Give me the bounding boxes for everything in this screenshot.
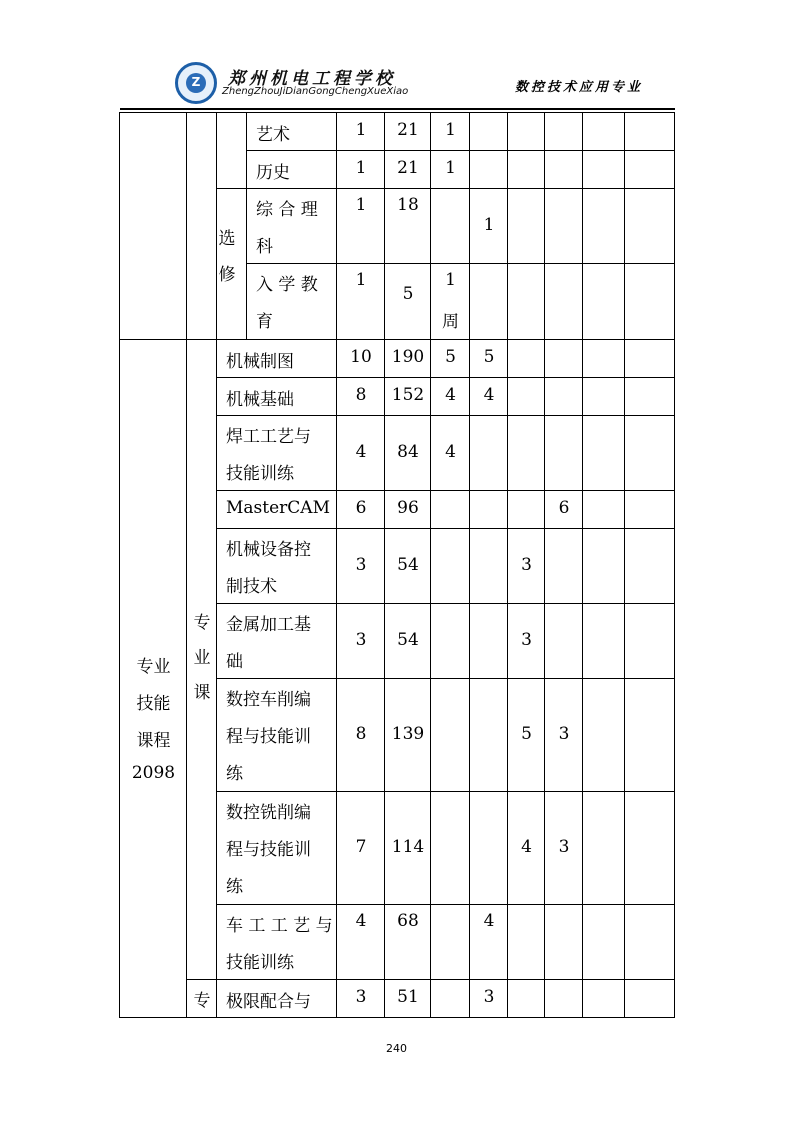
course-name: 练 xyxy=(226,764,243,784)
cell-s1 xyxy=(430,150,470,189)
cell-s2 xyxy=(469,415,508,491)
cell-credits xyxy=(336,377,385,416)
cell-s1-value: 4 xyxy=(445,385,456,405)
cell-s4-value: 3 xyxy=(558,723,570,744)
category-label: 技能 xyxy=(136,694,171,714)
cell-credits xyxy=(336,528,385,604)
cell-hours xyxy=(384,979,431,1018)
course-name: 机械制图 xyxy=(226,352,294,372)
course-name-cell xyxy=(216,339,337,378)
course-name: MasterCAM xyxy=(226,498,330,518)
cell-s3 xyxy=(507,112,545,151)
cell-s4 xyxy=(544,791,583,905)
empty-semester-cell xyxy=(582,678,625,792)
cell-hours xyxy=(384,791,431,905)
cell-s2 xyxy=(469,528,508,604)
cell-s2 xyxy=(469,490,508,529)
cell-s4-value: 3 xyxy=(558,836,570,857)
cell-credits xyxy=(336,603,385,679)
course-name: 机械基础 xyxy=(226,390,294,410)
cell-s4 xyxy=(544,377,583,416)
cell-s3 xyxy=(507,904,545,980)
course-name: 程与技能训 xyxy=(226,840,311,860)
course-name: 技能训练 xyxy=(226,953,294,973)
empty-semester-cell xyxy=(582,603,625,679)
empty-semester-cell xyxy=(582,188,625,264)
cell-credits-value: 1 xyxy=(355,195,367,215)
school-name-en: ZhengZhouJiDianGongChengXueXiao xyxy=(222,86,409,97)
cell-s1 xyxy=(430,188,470,264)
course-name-cell xyxy=(246,150,337,189)
cell-credits xyxy=(336,678,385,792)
cell-s4 xyxy=(544,415,583,491)
empty-semester-cell xyxy=(624,263,675,340)
cell-hours xyxy=(384,188,431,264)
category-label: 专业 xyxy=(136,657,171,677)
cell-s2 xyxy=(469,377,508,416)
cell-credits-value: 3 xyxy=(355,554,367,575)
cell-hours xyxy=(384,603,431,679)
cell-s4 xyxy=(544,678,583,792)
cell-credits xyxy=(336,150,385,189)
cell-hours xyxy=(384,415,431,491)
cell-s3 xyxy=(507,528,545,604)
cell-s2-value: 4 xyxy=(483,385,495,405)
category-label: 2098 xyxy=(131,763,176,783)
cell-credits-value: 10 xyxy=(350,347,372,367)
elective-label: 修 xyxy=(218,265,236,285)
cell-s3 xyxy=(507,678,545,792)
cell-hours-value: 114 xyxy=(391,836,425,857)
course-name: 技能训练 xyxy=(226,464,294,484)
empty-semester-cell xyxy=(624,150,675,189)
empty-semester-cell xyxy=(624,791,675,905)
major-title: 数控技术应用专业 xyxy=(515,80,644,95)
cell-hours xyxy=(384,150,431,189)
empty-semester-cell xyxy=(624,339,675,378)
elective-cell xyxy=(216,188,247,340)
empty-semester-cell xyxy=(582,415,625,491)
course-name: 极限配合与 xyxy=(226,992,311,1012)
cell-s3 xyxy=(507,263,545,340)
cell-s1-value: 5 xyxy=(445,347,456,367)
cell-credits-value: 1 xyxy=(355,270,367,290)
cell-s3 xyxy=(507,339,545,378)
cell-hours xyxy=(384,528,431,604)
category-cell-top xyxy=(119,112,187,340)
course-name: 育 xyxy=(256,312,273,332)
cell-credits-value: 8 xyxy=(355,385,367,405)
empty-semester-cell xyxy=(624,112,675,151)
cell-s2 xyxy=(469,150,508,189)
cell-s4 xyxy=(544,150,583,189)
cell-hours-value: 51 xyxy=(397,987,419,1007)
page-number: 240 xyxy=(386,1042,407,1055)
cell-hours-value: 21 xyxy=(397,158,419,178)
cell-s1-value: 1 xyxy=(445,158,456,178)
cell-hours xyxy=(384,904,431,980)
course-name-cell xyxy=(246,263,337,340)
cell-s3-value: 3 xyxy=(521,629,532,650)
cell-s2-value: 5 xyxy=(483,347,495,367)
cell-s4 xyxy=(544,339,583,378)
cell-s2-value: 4 xyxy=(483,911,495,931)
cell-s4 xyxy=(544,979,583,1018)
course-name-cell xyxy=(246,112,337,151)
cell-s4 xyxy=(544,188,583,264)
cell-s3 xyxy=(507,150,545,189)
cell-credits xyxy=(336,188,385,264)
course-name: 程与技能训 xyxy=(226,727,311,747)
course-name-cell xyxy=(216,979,337,1018)
elective-label: 选 xyxy=(218,229,236,249)
course-name-cell xyxy=(216,528,337,604)
empty-semester-cell xyxy=(624,528,675,604)
course-name-cell xyxy=(246,188,337,264)
cell-s4 xyxy=(544,263,583,340)
cell-credits xyxy=(336,791,385,905)
cell-s1 xyxy=(430,603,470,679)
course-name: 车 工 工 艺 与 xyxy=(226,916,333,936)
cell-hours-value: 54 xyxy=(397,554,419,575)
major-course-cell xyxy=(186,339,217,980)
cell-hours-value: 5 xyxy=(402,284,414,304)
cell-s1 xyxy=(430,263,470,340)
cell-credits-value: 3 xyxy=(355,987,367,1007)
cell-hours-value: 68 xyxy=(397,911,419,931)
cell-credits-value: 3 xyxy=(355,629,367,650)
cell-hours-value: 84 xyxy=(397,441,419,462)
empty-semester-cell xyxy=(624,904,675,980)
cell-s3 xyxy=(507,377,545,416)
cell-s1 xyxy=(430,528,470,604)
cell-hours-value: 96 xyxy=(397,498,419,518)
cell-credits xyxy=(336,263,385,340)
next-section-label: 专 xyxy=(193,991,211,1011)
cell-s2 xyxy=(469,791,508,905)
cell-credits xyxy=(336,490,385,529)
cell-hours xyxy=(384,112,431,151)
cell-s2 xyxy=(469,263,508,340)
page-header xyxy=(0,0,793,112)
course-name-cell xyxy=(216,415,337,491)
cell-s1-value: 4 xyxy=(445,441,456,462)
cell-credits xyxy=(336,904,385,980)
empty-semester-cell xyxy=(624,490,675,529)
cell-s1 xyxy=(430,904,470,980)
empty-semester-cell xyxy=(624,603,675,679)
course-name-cell xyxy=(216,377,337,416)
cell-hours xyxy=(384,339,431,378)
cell-s4-value: 6 xyxy=(558,498,570,518)
cell-s4 xyxy=(544,490,583,529)
cell-credits-value: 6 xyxy=(355,498,367,518)
cell-hours xyxy=(384,490,431,529)
cell-s3 xyxy=(507,188,545,264)
type-cell-top xyxy=(216,112,247,189)
cell-s3-value: 5 xyxy=(521,723,532,744)
cell-s4 xyxy=(544,112,583,151)
empty-semester-cell xyxy=(582,339,625,378)
course-name-cell xyxy=(216,678,337,792)
cell-s1-value: 1 xyxy=(445,120,456,140)
cell-s3 xyxy=(507,979,545,1018)
cell-credits-value: 1 xyxy=(355,120,367,140)
cell-s1 xyxy=(430,791,470,905)
school-emblem-icon: Z xyxy=(175,62,217,104)
cell-credits xyxy=(336,112,385,151)
cell-credits-value: 1 xyxy=(355,158,367,178)
cell-hours xyxy=(384,377,431,416)
empty-semester-cell xyxy=(624,678,675,792)
cell-s2 xyxy=(469,678,508,792)
cell-s4 xyxy=(544,603,583,679)
empty-semester-cell xyxy=(582,150,625,189)
cell-credits-value: 8 xyxy=(355,723,367,744)
empty-semester-cell xyxy=(582,490,625,529)
cell-credits xyxy=(336,339,385,378)
empty-semester-cell xyxy=(582,263,625,340)
course-name-cell xyxy=(216,603,337,679)
cell-credits-value: 7 xyxy=(355,836,367,857)
course-name-cell xyxy=(216,791,337,905)
cell-s1 xyxy=(430,112,470,151)
course-name: 科 xyxy=(256,237,273,257)
empty-semester-cell xyxy=(624,979,675,1018)
cell-s4 xyxy=(544,904,583,980)
cell-s1-value: 1 xyxy=(445,270,456,290)
cell-credits xyxy=(336,979,385,1018)
major-course-label: 业 xyxy=(193,648,211,668)
course-name: 制技术 xyxy=(226,577,277,597)
course-name: 数控车削编 xyxy=(226,690,311,710)
cell-s1 xyxy=(430,377,470,416)
empty-semester-cell xyxy=(582,904,625,980)
cell-s4 xyxy=(544,528,583,604)
course-name: 练 xyxy=(226,877,243,897)
cell-s3-value: 4 xyxy=(521,836,532,857)
cell-s3 xyxy=(507,490,545,529)
cell-s3 xyxy=(507,415,545,491)
empty-semester-cell xyxy=(582,528,625,604)
cell-hours-value: 139 xyxy=(391,723,425,744)
school-name-cn: 郑州机电工程学校 xyxy=(228,69,396,89)
empty-semester-cell xyxy=(624,188,675,264)
category-cell xyxy=(119,339,187,1018)
course-name: 入 学 教 xyxy=(256,275,318,295)
course-name: 艺术 xyxy=(256,125,290,145)
cell-s2 xyxy=(469,112,508,151)
course-name-cell xyxy=(216,904,337,980)
cell-hours-value: 190 xyxy=(391,347,425,367)
cell-hours-value: 18 xyxy=(397,195,419,215)
cell-credits-value: 4 xyxy=(355,441,367,462)
cell-credits-value: 4 xyxy=(355,911,367,931)
empty-semester-cell xyxy=(582,979,625,1018)
header-rule xyxy=(120,108,675,110)
course-name: 金属加工基 xyxy=(226,615,311,635)
cell-hours xyxy=(384,263,431,340)
cell-s2 xyxy=(469,339,508,378)
cell-s2 xyxy=(469,904,508,980)
cell-s1 xyxy=(430,678,470,792)
cell-hours xyxy=(384,678,431,792)
next-section-cell xyxy=(186,979,217,1018)
subcategory-cell-top xyxy=(186,112,217,340)
course-name-cell xyxy=(216,490,337,529)
cell-s1 xyxy=(430,415,470,491)
cell-s2 xyxy=(469,979,508,1018)
cell-s2-value: 3 xyxy=(483,987,495,1007)
course-name: 础 xyxy=(226,652,243,672)
empty-semester-cell xyxy=(624,415,675,491)
cell-s2 xyxy=(469,603,508,679)
cell-credits xyxy=(336,415,385,491)
major-course-label: 课 xyxy=(193,683,211,703)
major-course-label: 专 xyxy=(193,613,211,633)
cell-s2 xyxy=(469,188,508,264)
category-label: 课程 xyxy=(136,731,171,751)
cell-s3 xyxy=(507,791,545,905)
cell-s3-value: 3 xyxy=(521,554,532,575)
course-name: 焊工工艺与 xyxy=(226,427,311,447)
cell-s2-value: 1 xyxy=(483,214,495,235)
course-name: 数控铣削编 xyxy=(226,803,311,823)
cell-hours-value: 21 xyxy=(397,120,419,140)
cell-hours-value: 152 xyxy=(391,385,425,405)
empty-semester-cell xyxy=(582,377,625,416)
cell-s1-value: 周 xyxy=(442,312,459,332)
course-name: 综 合 理 xyxy=(256,200,318,220)
cell-s1 xyxy=(430,490,470,529)
cell-s1 xyxy=(430,339,470,378)
cell-s1 xyxy=(430,979,470,1018)
empty-semester-cell xyxy=(624,377,675,416)
cell-s3 xyxy=(507,603,545,679)
cell-hours-value: 54 xyxy=(397,629,419,650)
empty-semester-cell xyxy=(582,791,625,905)
course-name: 机械设备控 xyxy=(226,540,311,560)
empty-semester-cell xyxy=(582,112,625,151)
course-name: 历史 xyxy=(256,163,290,183)
